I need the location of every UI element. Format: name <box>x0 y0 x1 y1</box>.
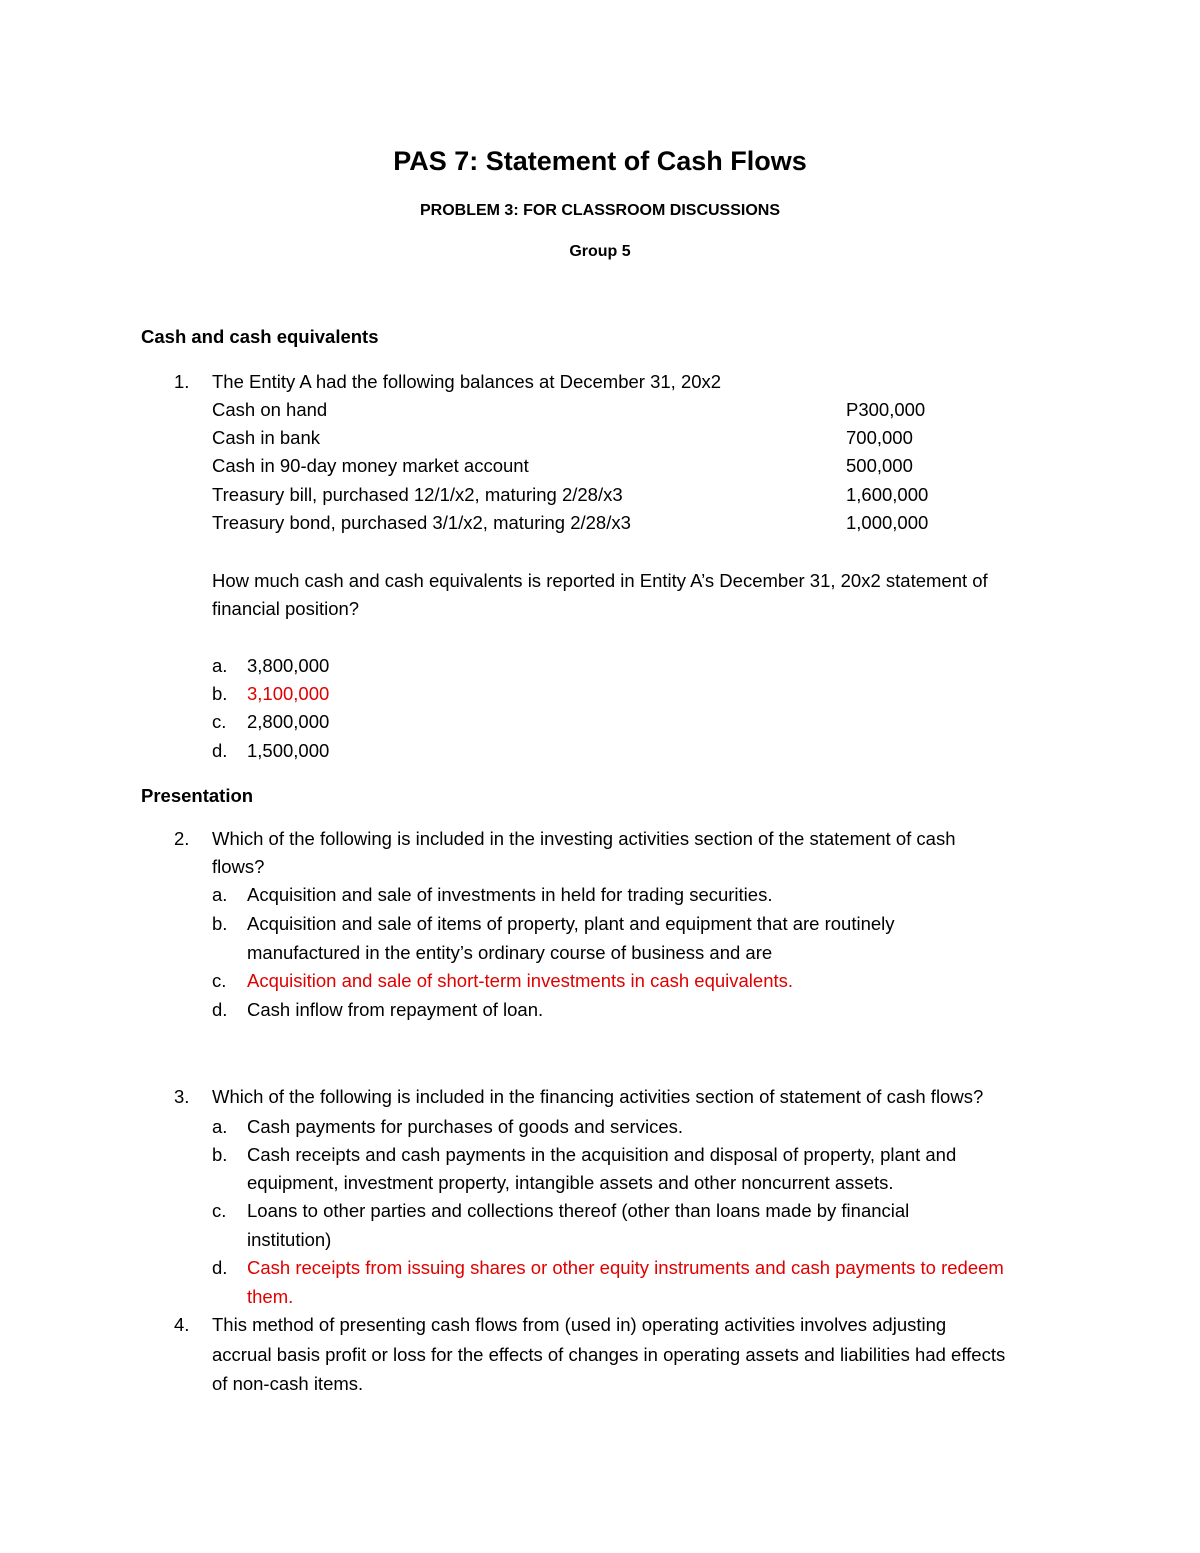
option-letter: b. <box>212 913 228 934</box>
question-text: This method of presenting cash flows from (used in) operating activities involves adjusting <box>212 1314 947 1335</box>
option-letter: c. <box>212 711 227 732</box>
page-subtitle: PROBLEM 3: FOR CLASSROOM DISCUSSIONS <box>419 202 781 219</box>
group-label: Group 5 <box>569 243 631 260</box>
option-text: 1,500,000 <box>247 740 330 761</box>
question-number: 4. <box>174 1314 190 1335</box>
balance-amount: 1,000,000 <box>846 512 929 533</box>
option-letter: a. <box>212 655 228 676</box>
option-text-answer: them. <box>247 1286 294 1307</box>
option-text-answer: 3,100,000 <box>247 683 330 704</box>
balance-label: Cash on hand <box>212 399 328 420</box>
option-text: Acquisition and sale of investments in held for trading securities. <box>247 884 773 905</box>
section-heading-cash: Cash and cash equivalents <box>141 326 379 347</box>
section-heading-presentation: Presentation <box>141 785 254 806</box>
balance-amount: 1,600,000 <box>846 484 929 505</box>
question-number: 3. <box>174 1086 190 1107</box>
question-text: of non-cash items. <box>212 1373 364 1394</box>
question-prompt: How much cash and cash equivalents is reported in Entity A’s December 31, 20x2 statement of <box>212 570 988 591</box>
option-letter: b. <box>212 1144 228 1165</box>
option-text: equipment, investment property, intangible assets and other noncurrent assets. <box>247 1172 894 1193</box>
balance-amount: 700,000 <box>846 427 913 448</box>
option-letter: c. <box>212 1200 227 1221</box>
option-text: Loans to other parties and collections thereof (other than loans made by financial <box>247 1200 910 1221</box>
balance-label: Cash in bank <box>212 427 320 448</box>
option-text: 3,800,000 <box>247 655 330 676</box>
question-text: Which of the following is included in the investing activities section of the statement of cash <box>212 828 956 849</box>
option-text: Acquisition and sale of items of property, plant and equipment that are routinely <box>247 913 895 934</box>
question-text: flows? <box>212 856 265 877</box>
balance-label: Treasury bond, purchased 3/1/x2, maturing 2/28/x3 <box>212 512 631 533</box>
option-letter: a. <box>212 884 228 905</box>
option-letter: d. <box>212 1257 228 1278</box>
option-text: manufactured in the entity’s ordinary course of business and are <box>247 942 773 963</box>
question-text: Which of the following is included in the financing activities section of statement of cash flows? <box>212 1086 984 1107</box>
option-text: Cash payments for purchases of goods and services. <box>247 1116 684 1137</box>
option-letter: b. <box>212 683 228 704</box>
question-text: accrual basis profit or loss for the effects of changes in operating assets and liabilities had effects <box>212 1344 1006 1365</box>
page-title: PAS 7: Statement of Cash Flows <box>393 146 807 176</box>
balance-label: Treasury bill, purchased 12/1/x2, maturing 2/28/x3 <box>212 484 623 505</box>
option-text: Cash receipts and cash payments in the acquisition and disposal of property, plant and <box>247 1144 957 1165</box>
option-letter: c. <box>212 970 227 991</box>
option-text-answer: Acquisition and sale of short-term investments in cash equivalents. <box>247 970 794 991</box>
question-number: 2. <box>174 828 190 849</box>
question-number: 1. <box>174 371 190 392</box>
option-text: 2,800,000 <box>247 711 330 732</box>
balance-amount: 500,000 <box>846 455 913 476</box>
option-letter: d. <box>212 999 228 1020</box>
option-text: Cash inflow from repayment of loan. <box>247 999 544 1020</box>
question-text: The Entity A had the following balances at December 31, 20x2 <box>212 371 722 392</box>
balance-label: Cash in 90-day money market account <box>212 455 529 476</box>
option-letter: a. <box>212 1116 228 1137</box>
option-text: institution) <box>247 1229 332 1250</box>
question-prompt: financial position? <box>212 598 360 619</box>
balance-amount: P300,000 <box>846 399 926 420</box>
option-text-answer: Cash receipts from issuing shares or other equity instruments and cash payments to redeem <box>247 1257 1004 1278</box>
option-letter: d. <box>212 740 228 761</box>
